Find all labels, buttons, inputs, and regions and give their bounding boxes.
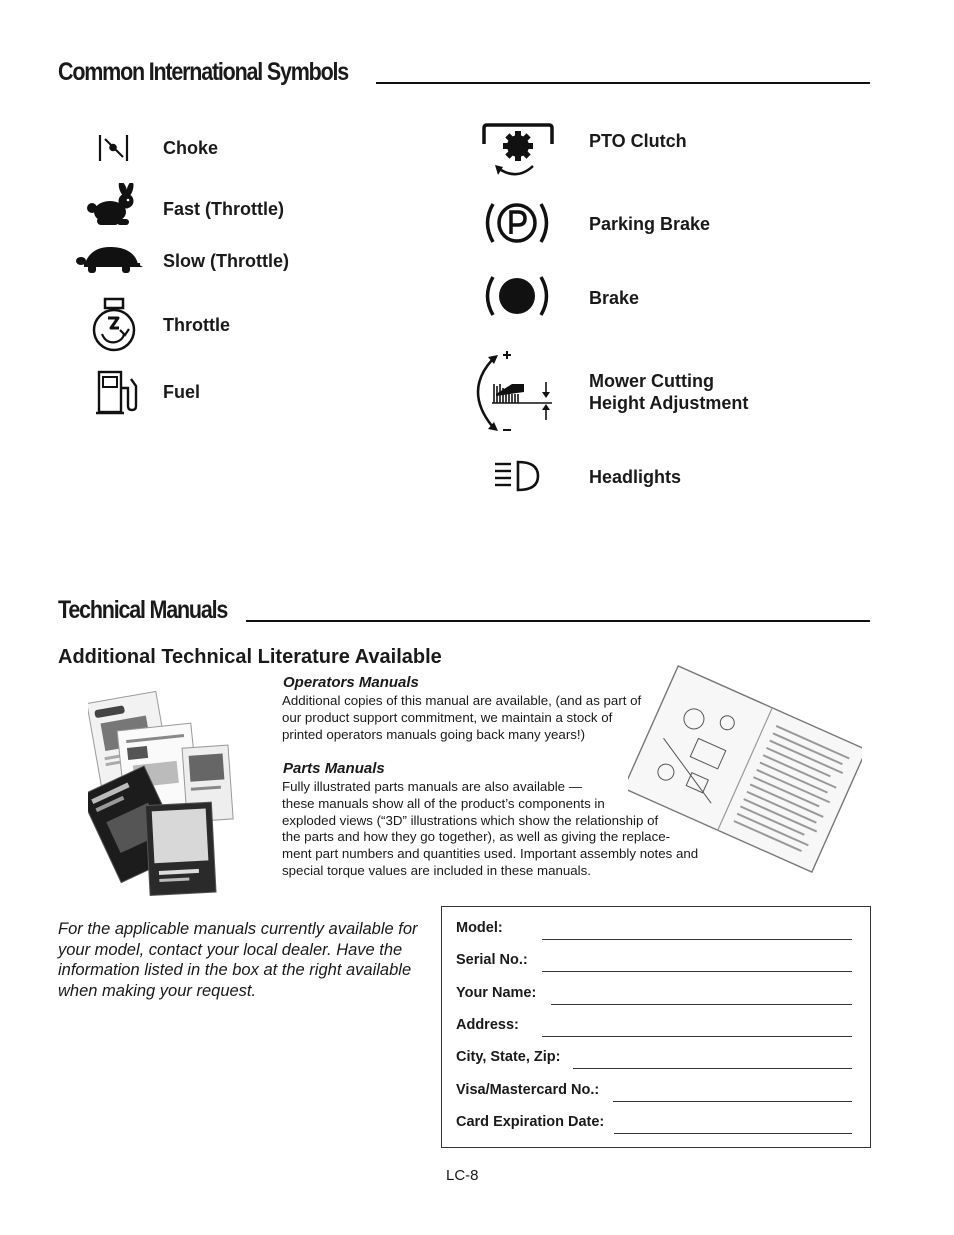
symbols-title-rule [376, 82, 870, 84]
cutting-height-icon [468, 348, 554, 434]
parts-manuals-heading: Parts Manuals [283, 760, 385, 777]
rabbit-icon [83, 183, 139, 229]
form-row-card-number [456, 1082, 852, 1102]
symbol-label-throttle: Throttle [163, 315, 230, 335]
parts-manuals-text: Fully illustrated parts manuals are also available — these manuals show all of the product’s components in exploded views (“3D” illustrations which show the relationship of the parts and how they go together), as well as giving the replace- ment part numbers and quantities used. Important assembly notes and special torque values are included in these manuals. [282, 779, 699, 878]
symbol-label-choke: Choke [163, 138, 219, 158]
symbol-label-fast-throttle: Fast (Throttle) [163, 199, 284, 219]
model-field-line[interactable] [542, 939, 852, 940]
brake-icon [484, 274, 550, 318]
request-instructions: For the applicable manuals currently available for your model, contact your local dealer. Have the information listed in the box at the right available when making your request. [58, 920, 418, 1000]
form-label-name: Your Name: [456, 985, 537, 1001]
manuals-stack-illustration [88, 684, 238, 904]
form-label-city: City, State, Zip: [456, 1049, 561, 1065]
form-label-address: Address: [456, 1017, 519, 1033]
parking-brake-icon [484, 200, 550, 246]
form-label-card-number: Visa/Mastercard No.: [456, 1082, 600, 1098]
fuel-pump-icon [95, 368, 141, 416]
city-field-line[interactable] [573, 1068, 852, 1069]
manuals-title-rule [246, 620, 870, 622]
card-expiration-field-line[interactable] [614, 1133, 852, 1134]
form-label-card-expiration: Card Expiration Date: [456, 1114, 605, 1130]
address-field-line[interactable] [542, 1036, 852, 1037]
serial-field-line[interactable] [542, 971, 852, 972]
symbol-label-pto-clutch: PTO Clutch [589, 131, 687, 151]
operators-manuals-text: Additional copies of this manual are available, (and as part of our product support commitment, we maintain a stock of printed operators manuals going back many years!) [282, 693, 642, 742]
page-number: LC-8 [446, 1167, 479, 1184]
symbol-label-parking-brake: Parking Brake [589, 214, 711, 234]
operators-manuals-heading: Operators Manuals [283, 674, 419, 691]
form-row-city [456, 1049, 852, 1069]
symbol-label-mower-cutting: Mower Cutting [589, 371, 714, 391]
choke-icon [97, 133, 131, 163]
symbol-label-brake: Brake [589, 288, 640, 308]
symbol-label-slow-throttle: Slow (Throttle) [163, 251, 289, 271]
form-row-serial [456, 952, 852, 972]
form-label-model: Model: [456, 920, 503, 936]
manuals-section-title: Technical Manuals [58, 596, 228, 624]
headlights-icon [493, 459, 541, 493]
name-field-line[interactable] [551, 1004, 852, 1005]
form-label-serial: Serial No.: [456, 952, 528, 968]
literature-subtitle: Additional Technical Literature Available [58, 646, 442, 668]
turtle-icon [76, 244, 144, 276]
symbols-section-title: Common International Symbols [58, 58, 349, 86]
symbol-label-headlights: Headlights [589, 467, 682, 487]
form-row-address [456, 1017, 852, 1037]
pto-clutch-icon [481, 122, 555, 180]
card-number-field-line[interactable] [613, 1101, 852, 1102]
form-row-name [456, 985, 852, 1005]
request-info-box [441, 906, 871, 1148]
form-row-card-expiration [456, 1114, 852, 1134]
symbol-label-height-adjustment: Height Adjustment [589, 393, 749, 413]
symbol-label-fuel: Fuel [163, 382, 201, 402]
throttle-icon [90, 296, 138, 354]
form-row-model [456, 920, 852, 940]
